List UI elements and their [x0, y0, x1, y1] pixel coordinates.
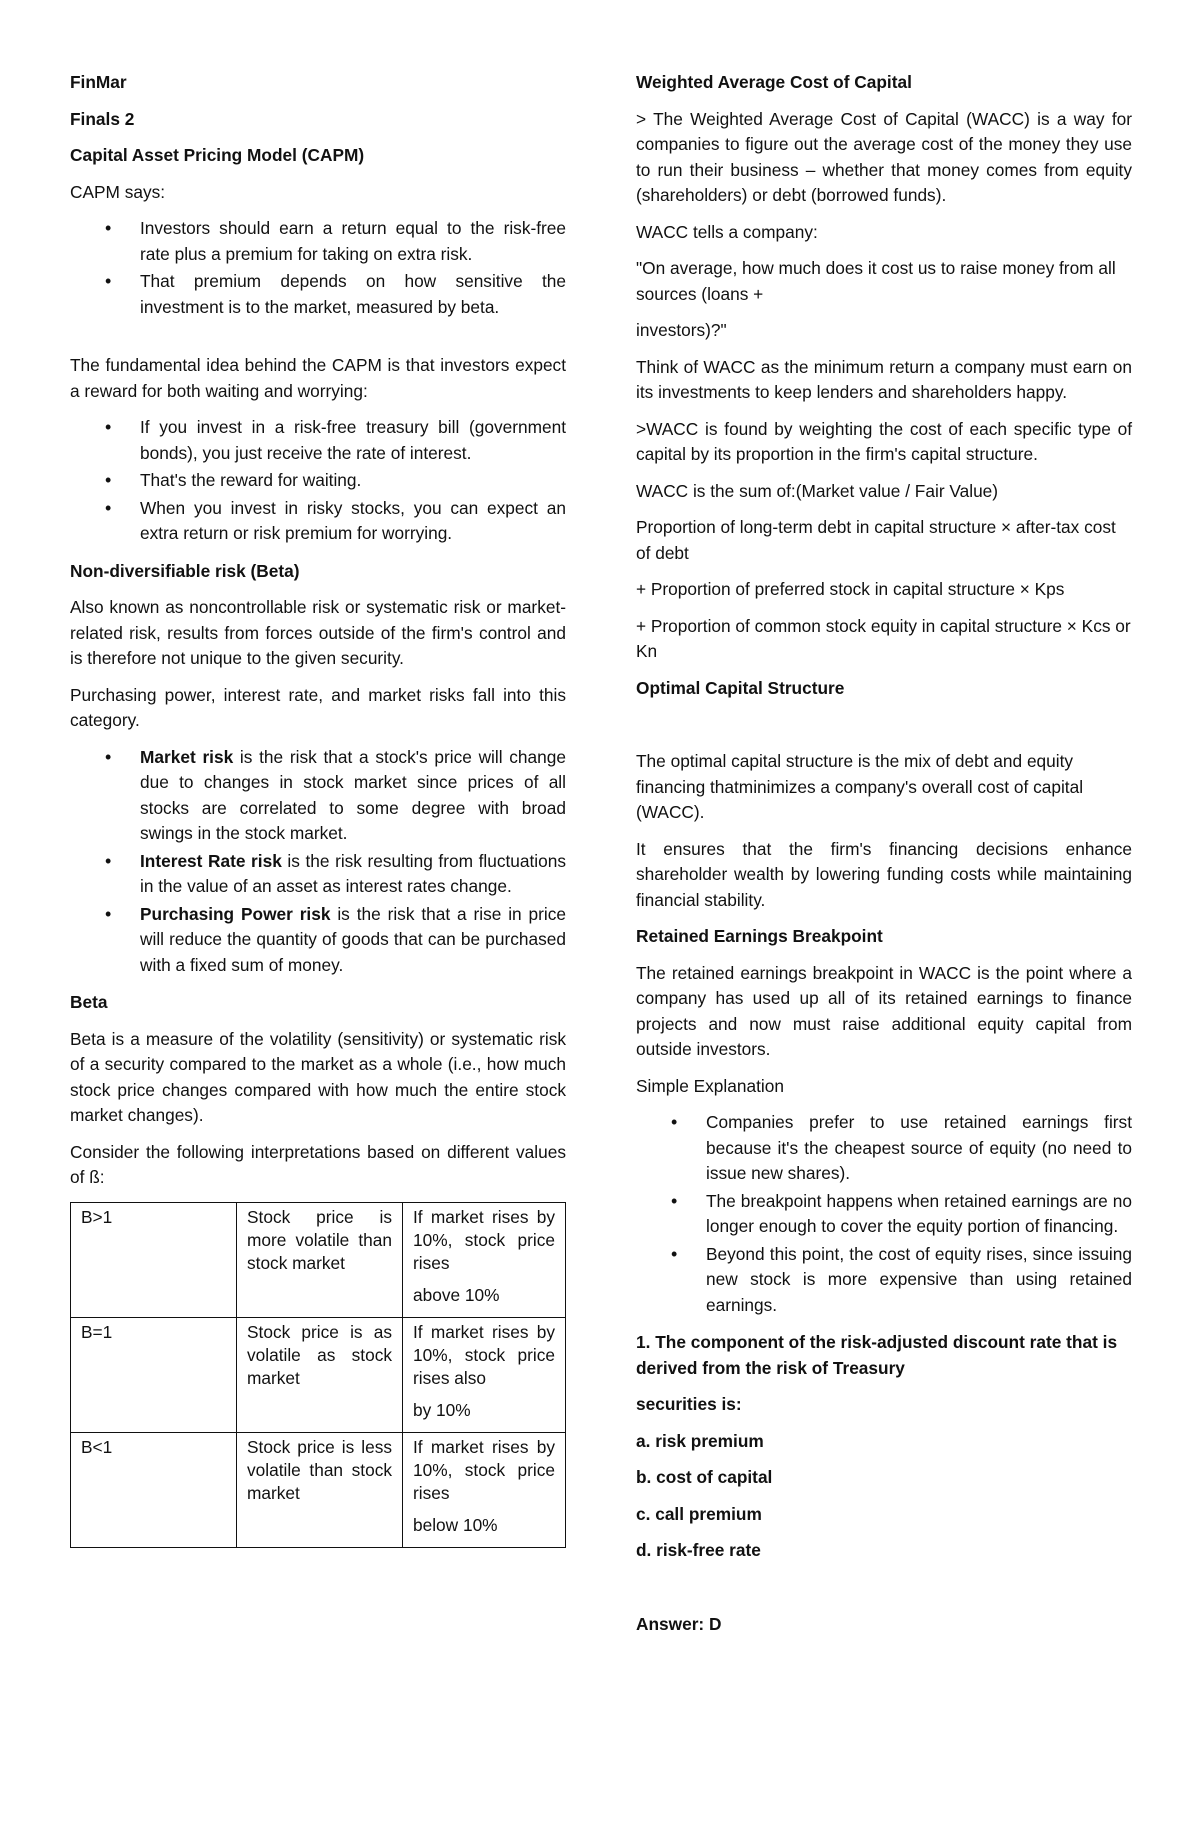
capm-list — [70, 216, 566, 320]
wacc-paragraph-9: + Proportion of preferred stock in capital structure × Kps — [636, 579, 1065, 599]
wacc-paragraph-2: WACC tells a company: — [636, 221, 818, 242]
simple-explanation: Simple Explanation — [636, 1075, 784, 1096]
risk-list — [70, 745, 566, 979]
exam-title: Finals 2 — [70, 108, 135, 129]
answer: Answer: D — [636, 1613, 722, 1634]
wacc-paragraph-1: > The Weighted Average Cost of Capital (WACC) is a way for companies to figure out the average cost of the money they use to run their business – whether that money comes from equity (shareholders) or debt (borrowed funds). — [636, 108, 1132, 205]
beta-value-cell: B>1 — [71, 1202, 237, 1317]
risk-term: Interest Rate risk — [140, 850, 282, 871]
effect-text: If market rises by 10%, stock price rises — [413, 1206, 555, 1273]
question-1-continued: securities is: — [636, 1394, 742, 1414]
right-column — [636, 70, 1132, 1835]
option-b: b. cost of capital — [636, 1467, 773, 1487]
retained-paragraph-1: The retained earnings breakpoint in WACC is the point where a company has used up all of its retained earnings to finance projects and now must raise additional equity capital from outside investors. — [636, 962, 1132, 1059]
capm-says: CAPM says: — [70, 181, 166, 202]
wacc-paragraph-7: WACC is the sum of:(Market value / Fair Value) — [636, 480, 999, 501]
wacc-paragraph-8: Proportion of long-term debt in capital structure × after-tax cost of debt — [636, 517, 1116, 563]
risk-text: is the risk that a stock's price will change due to changes in stock market since prices of all stocks are correlated to some degree with broad swings in the stock market. — [140, 746, 566, 843]
wacc-paragraph-5: Think of WACC as the minimum return a company must earn on its investments to keep lenders and shareholders happy. — [636, 356, 1132, 402]
risk-text: is the risk that a rise in price will reduce the quantity of goods that can be purchased with a fixed sum of money. — [140, 903, 566, 975]
list-item — [140, 745, 566, 847]
beta-effect-cell — [403, 1432, 566, 1547]
list-item: • The breakpoint happens when retained earnings are no longer enough to cover the equity portion of financing. — [706, 1189, 1132, 1240]
optimal-paragraph-2: It ensures that the firm's financing decisions enhance shareholder wealth by lowering funding costs while maintaining financial stability. — [636, 838, 1132, 910]
risk-term: Market risk — [140, 746, 234, 767]
beta-value-cell: B<1 — [71, 1432, 237, 1547]
option-c: c. call premium — [636, 1503, 762, 1524]
nondiv-paragraph-1: Also known as noncontrollable risk or systematic risk or market-related risk, results from forces outside of the firm's control and is therefore not unique to the given security. — [70, 597, 566, 668]
wacc-paragraph-6: >WACC is found by weighting the cost of each specific type of capital by its proportion in the firm's capital structure. — [636, 418, 1132, 464]
risk-term: Purchasing Power risk — [140, 903, 331, 924]
wacc-paragraph-10: + Proportion of common stock equity in capital structure × Kcs or Kn — [636, 615, 1131, 661]
list-item: • Companies prefer to use retained earnings first because it's the cheapest source of equity (no need to issue new shares). — [706, 1110, 1132, 1187]
option-a: a. risk premium — [636, 1430, 764, 1451]
beta-paragraph-1: Beta is a measure of the volatility (sensitivity) or systematic risk of a security compared to the market as a whole (i.e., how much stock price changes compared with how much the entire stock market changes). — [70, 1028, 566, 1125]
retained-list — [636, 1110, 1132, 1318]
effect-note: above 10% — [413, 1284, 500, 1305]
effect-note: by 10% — [413, 1399, 471, 1420]
reward-list — [70, 415, 566, 547]
list-item: • That premium depends on how sensitive the investment is to the market, measured by beta. — [140, 269, 566, 320]
optimal-paragraph-1: The optimal capital structure is the mix of debt and equity financing thatminimizes a company's overall cost of capital (WACC). — [636, 751, 1084, 822]
table-row — [71, 1432, 566, 1547]
risk-text: is the risk resulting from fluctuations in the value of an asset as interest rates change. — [140, 850, 566, 896]
optimal-heading: Optimal Capital Structure — [636, 677, 845, 698]
nondiv-paragraph-2: Purchasing power, interest rate, and market risks fall into this category. — [70, 684, 566, 730]
list-item — [140, 849, 566, 900]
list-item: • Investors should earn a return equal to the risk-free rate plus a premium for taking on extra risk. — [140, 216, 566, 267]
beta-table — [70, 1202, 566, 1548]
list-item: • If you invest in a risk-free treasury bill (government bonds), you just receive the rate of interest. — [140, 415, 566, 466]
table-row — [71, 1202, 566, 1317]
list-item: • Beyond this point, the cost of equity rises, since issuing new stock is more expensive than using retained earnings. — [706, 1242, 1132, 1319]
table-row — [71, 1317, 566, 1432]
wacc-paragraph-3: "On average, how much does it cost us to raise money from all sources (loans + — [636, 258, 1116, 304]
beta-effect-cell — [403, 1317, 566, 1432]
list-item: • When you invest in risky stocks, you can expect an extra return or risk premium for worrying. — [140, 496, 566, 547]
wacc-paragraph-4: investors)?" — [636, 320, 727, 340]
effect-text: If market rises by 10%, stock price rises — [413, 1436, 555, 1503]
list-item — [140, 902, 566, 979]
beta-desc-cell: Stock price is as volatile as stock market — [237, 1317, 403, 1432]
question-1: 1. The component of the risk-adjusted discount rate that is derived from the risk of Treasury — [636, 1332, 1118, 1378]
beta-effect-cell — [403, 1202, 566, 1317]
retained-heading: Retained Earnings Breakpoint — [636, 926, 883, 946]
beta-value-cell: B=1 — [71, 1317, 237, 1432]
beta-paragraph-2: Consider the following interpretations based on different values of ß: — [70, 1141, 566, 1187]
beta-heading: Beta — [70, 992, 108, 1012]
course-title: FinMar — [70, 72, 127, 92]
effect-note: below 10% — [413, 1514, 498, 1535]
nondiv-heading: Non-diversifiable risk (Beta) — [70, 560, 300, 581]
list-item: • That's the reward for waiting. — [140, 468, 566, 494]
wacc-heading: Weighted Average Cost of Capital — [636, 72, 912, 92]
beta-desc-cell: Stock price is more volatile than stock market — [237, 1202, 403, 1317]
beta-desc-cell: Stock price is less volatile than stock market — [237, 1432, 403, 1547]
capm-heading: Capital Asset Pricing Model (CAPM) — [70, 145, 365, 165]
fundamental-paragraph: The fundamental idea behind the CAPM is that investors expect a reward for both waiting and worrying: — [70, 355, 566, 401]
effect-text: If market rises by 10%, stock price rises also — [413, 1321, 555, 1388]
option-d: d. risk-free rate — [636, 1540, 761, 1560]
left-column — [70, 70, 566, 1835]
